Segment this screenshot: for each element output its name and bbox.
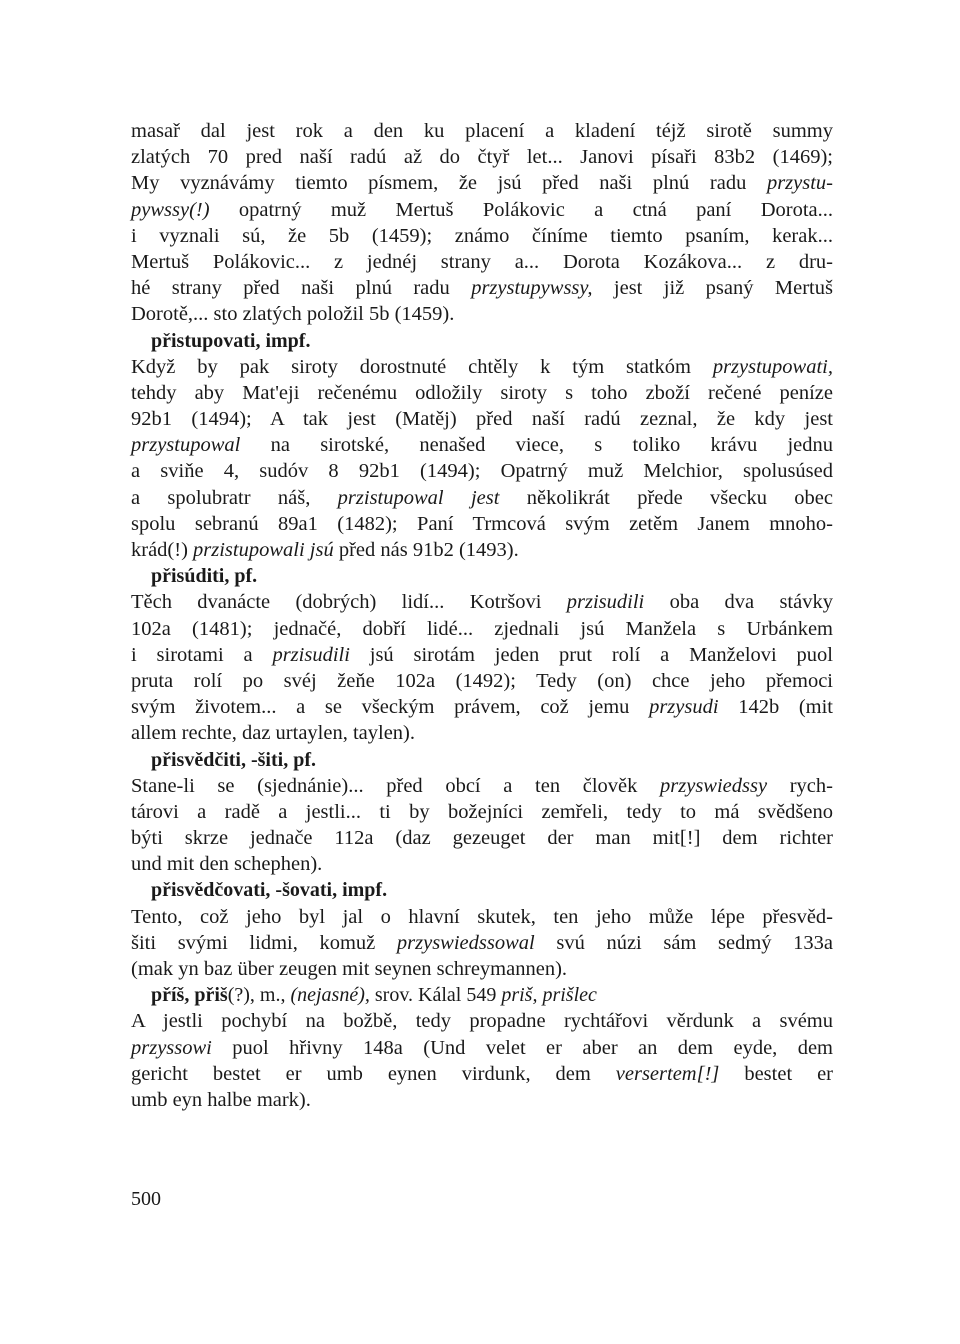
text-line: Když by pak siroty dorostnuté chtěly k tým statkóm przystupowati, xyxy=(131,355,833,378)
italic-text: przistupowal jest xyxy=(337,486,500,509)
dictionary-entry xyxy=(131,328,833,564)
text-line: i sirotami a przisudili jsú sirotám jeden prut rolí a Manželovi puol xyxy=(131,643,833,666)
text-line: 102a (1481); jednačé, dobří lidé... zjednali jsú Manžela s Urbánkem xyxy=(131,617,833,640)
text-line: allem rechte, daz urtaylen, taylen). xyxy=(131,722,416,745)
italic-text: przysudi xyxy=(649,696,719,719)
text-line: Těch dvanácte (dobrých) lidí... Kotršovi przisudili oba dva stávky xyxy=(131,591,833,614)
entry-headword xyxy=(131,877,833,903)
headword-note: srov. Kálal 549 xyxy=(369,984,502,1007)
text-line: A jestli pochybí na božbě, tedy propadne rychtářovi věrdunk a svému xyxy=(131,1010,833,1033)
dictionary-page xyxy=(131,118,833,1113)
text-line: gericht bestet er umb eynen virdunk, dem versertem[!] bestet er xyxy=(131,1062,833,1085)
dictionary-entry xyxy=(131,877,833,982)
dictionary-entry xyxy=(131,982,833,1113)
text-line: My vyznávámy tiemto písmem, že jsú před naši plnú radu przystu- xyxy=(131,172,833,195)
italic-text: przyssowi xyxy=(131,1036,212,1059)
page-number: 500 xyxy=(131,1188,161,1210)
text-line: Dorotě,... sto zlatých položil 5b (1459). xyxy=(131,303,455,326)
text-line: (mak yn baz über zeugen mit seynen schreymannen). xyxy=(131,958,568,980)
text-line: hé strany před naši plnú radu przystupywssy, jest již psaný Mertuš xyxy=(131,277,833,300)
text-line: krád(!) przistupowali jsú před nás 91b2 (1493). xyxy=(131,539,519,561)
text-line: przyssowi puol hřivny 148a (Und velet er aber an dem eyde, dem xyxy=(131,1036,833,1059)
text-line: Stane-li se (sjednánie)... před obcí a ten člověk przyswiedssy rych- xyxy=(131,774,833,797)
entry-headword xyxy=(131,563,833,589)
text-line: pruta rolí po svéj žeňe 102a (1492); Tedy (on) chce jeho přemoci xyxy=(131,669,833,692)
dictionary-entry xyxy=(131,747,833,878)
entry-headword xyxy=(131,982,833,1008)
text-line: šiti svými lidmi, komuž przyswiedssowal svú núzi sám sedmý 133a xyxy=(131,931,834,954)
text-line: svým životem... a se všeckým právem, což jemu przysudi 142b (mit xyxy=(131,696,833,719)
text-line: i vyznali sú, že 5b (1459); známo číníme tiemto psaním, kerak... xyxy=(131,224,833,247)
headword-term: příš, přiš xyxy=(151,984,228,1007)
italic-text: przisudili xyxy=(566,591,645,614)
text-line: a sviňe 4, sudóv 8 92b1 (1494); Opatrný muž Melchior, spolusúsed xyxy=(131,460,833,483)
text-line: zlatých 70 pred naší radú až do čtyř let... Janovi písaři 83b2 (1469); xyxy=(131,146,833,169)
entry-headword xyxy=(131,328,833,354)
italic-text: przyswiedssy xyxy=(660,774,768,797)
italic-text: versertem[!] xyxy=(615,1062,720,1085)
headword-note: (?), m., xyxy=(227,984,291,1007)
italic-text: przisudili xyxy=(272,643,350,666)
headword-term: přistupovati, impf. xyxy=(151,329,311,352)
text-line: und mit den schephen). xyxy=(131,853,323,876)
italic-text: przyswiedssowal xyxy=(396,931,535,954)
italic-text: pywssy(!) xyxy=(131,198,210,221)
text-line: tehdy aby Mat'eji rečenému odložily siroty s toho zboží rečené peníze xyxy=(131,381,833,404)
text-line: przystupowal na sirotské, nenašed viece, s toliko krávu jednu xyxy=(131,434,833,457)
text-line: tárovi a radě a jestli... ti by božejníci zemřeli, tedy to má svědšeno xyxy=(131,800,833,823)
italic-text: przystupywssy, xyxy=(471,277,593,300)
italic-text: przystu- xyxy=(766,172,833,195)
headword-term: přisúditi, pf. xyxy=(151,565,258,588)
entry-headword xyxy=(131,747,833,773)
dictionary-entry xyxy=(131,563,833,746)
entry-continuation xyxy=(131,118,833,328)
text-line: spolu sebranú 89a1 (1482); Paní Trmcová svým zetěm Janem mnoho- xyxy=(131,512,833,535)
italic-text: przistupowali jsú xyxy=(193,539,334,561)
italic-text: (nejasné), xyxy=(290,984,370,1007)
text-line: Tento, což jeho byl jal o hlavní skutek, ten jeho může lépe přesvěd- xyxy=(131,905,833,928)
italic-text: przystupowati, xyxy=(712,355,833,378)
entries-list xyxy=(131,328,833,1114)
text-line: býti skrze jednače 112a (daz gezeuget der man mit[!] dem richter xyxy=(131,827,833,850)
text-line: 92b1 (1494); A tak jest (Matěj) před naší radú zeznal, že kdy jest xyxy=(131,408,833,431)
italic-text: priš, prišlec xyxy=(501,984,597,1007)
text-line: pywssy(!) opatrný muž Mertuš Polákovic a ctná paní Dorota... xyxy=(131,198,833,221)
text-line: a spolubratr náš, przistupowal jest několikrát přede všecku obec xyxy=(131,486,834,509)
headword-term: přisvědčovati, -šovati, impf. xyxy=(151,879,388,902)
italic-text: przystupowal xyxy=(131,434,241,457)
text-line: umb eyn halbe mark). xyxy=(131,1088,311,1111)
text-line: Mertuš Polákovic... z jednéj strany a... Dorota Kozákova... z dru- xyxy=(131,250,833,273)
headword-term: přisvědčiti, -šiti, pf. xyxy=(151,748,316,771)
text-line: masař dal jest rok a den ku placení a kladení téjž sirotě summy xyxy=(131,120,833,142)
